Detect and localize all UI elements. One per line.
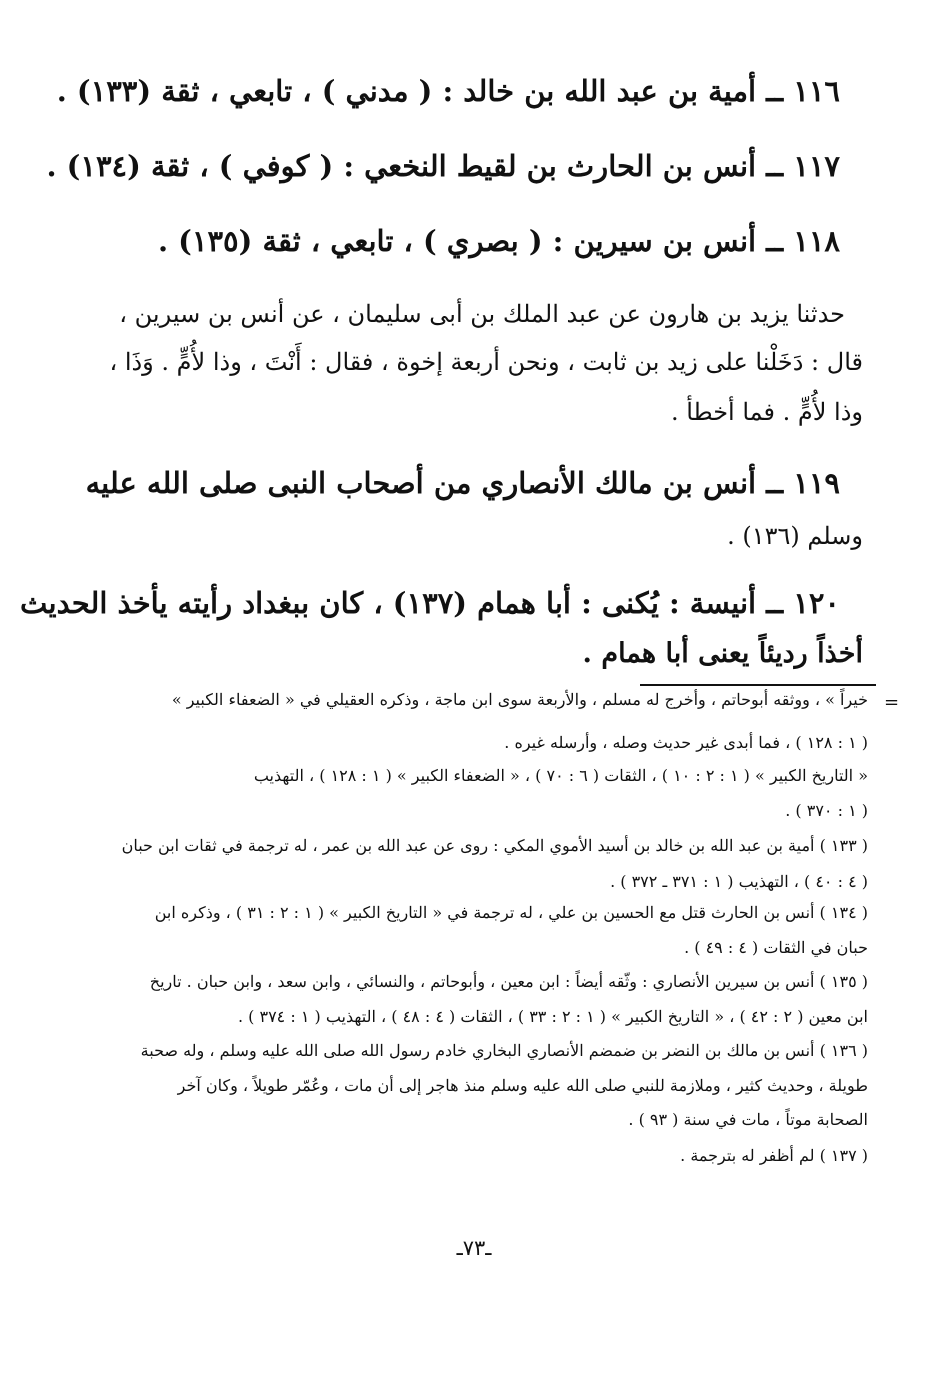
- entry-116: ١١٦ ــ أمية بن عبد الله بن خالد : ( مدني ) ، تابعي ، ثقة (١٣٣) .: [56, 74, 840, 108]
- footnote-line: ( ١٣٣ ) أمية بن عبد الله بن خالد بن أسيد الأموي المكي : روى عن عبد الله بن عمر ، له ترجمة في ثقات ابن حبان: [121, 836, 868, 855]
- footnote-line: طويلة ، وحديث كثير ، وملازمة للنبي صلى الله عليه وسلم منذ هاجر إلى أن مات ، وعُمّر طويلاً ، وكان آخر: [177, 1076, 868, 1095]
- narration-line-3: وذا لأُمٍّ . فما أخطأ .: [670, 398, 863, 426]
- footnote-line: ( ١ : ١٢٨ ) ، فما أبدى غير حديث وصله ، وأرسله غيره .: [504, 733, 868, 752]
- footnote-continuation-mark: =: [884, 692, 900, 713]
- entry-119-line-1: ١١٩ ــ أنس بن مالك الأنصاري من أصحاب النبى صلى الله عليه: [85, 466, 840, 500]
- footnote-line: ( ١٣٦ ) أنس بن مالك بن النضر بن ضمضم الأنصاري البخاري خادم رسول الله صلى الله عليه وسلم ، وله صحبة: [140, 1041, 868, 1060]
- entry-117: ١١٧ ــ أنس بن الحارث بن لقيط النخعي : ( كوفي ) ، ثقة (١٣٤) .: [46, 149, 840, 183]
- entry-118: ١١٨ ــ أنس بن سيرين : ( بصري ) ، تابعي ، ثقة (١٣٥) .: [157, 224, 840, 258]
- entry-120-line-1: ١٢٠ ــ أنيسة : يُكنى : أبا همام (١٣٧) ، كان ببغداد رأيته يأخذ الحديث: [20, 586, 840, 620]
- footnote-separator: [640, 684, 876, 686]
- page-number: ـ٧٣ـ: [456, 1236, 492, 1260]
- footnote-line: ( ١٣٤ ) أنس بن الحارث قتل مع الحسين بن علي ، له ترجمة في « التاريخ الكبير » ( ١ : ٢ : ٣١ ) ، وذكره ابن: [154, 903, 868, 922]
- footnote-line: الصحابة موتاً ، مات في سنة ( ٩٣ ) .: [628, 1110, 868, 1129]
- footnote-line: ( ١٣٥ ) أنس بن سيرين الأنصاري : وثّقه أيضاً : ابن معين ، وأبوحاتم ، والنسائي ، وابن سعد ، وابن حبان . تاريخ: [149, 972, 868, 991]
- footnote-line: خيراً » ، ووثقه أبوحاتم ، وأخرج له مسلم ، والأربعة سوى ابن ماجة ، وذكره العقيلي في « الضعفاء الكبير »: [171, 690, 868, 709]
- footnote-line: ( ١٣٧ ) لم أظفر له بترجمة .: [680, 1146, 868, 1165]
- footnote-line: ( ٤ : ٤٠ ) ، التهذيب ( ١ : ٣٧١ ـ ٣٧٢ ) .: [610, 872, 868, 891]
- narration-line-2: قال : دَخَلْنا على زيد بن ثابت ، ونحن أربعة إخوة ، فقال : أَنْتَ ، وذا لأُمٍّ . وَذَا ،: [109, 348, 863, 376]
- entry-119-line-2: وسلم (١٣٦) .: [727, 522, 863, 550]
- narration-line-1: حدثنا يزيد بن هارون عن عبد الملك بن أبى سليمان ، عن أنس بن سيرين ،: [119, 300, 845, 328]
- footnote-line: « التاريخ الكبير » ( ١ : ٢ : ١٠ ) ، الثقات ( ٦ : ٧٠ ) ، « الضعفاء الكبير » ( ١ : ١٢٨ ) ، التهذيب: [253, 766, 868, 785]
- entry-120-line-2: أخذاً رديئاً يعنى أبا همام .: [582, 638, 863, 669]
- footnote-line: ابن معين ( ٢ : ٤٢ ) ، « التاريخ الكبير » ( ١ : ٢ : ٣٣ ) ، الثقات ( ٤ : ٤٨ ) ، التهذيب ( ١ : ٣٧٤ ) .: [237, 1007, 868, 1026]
- footnote-line: ( ١ : ٣٧٠ ) .: [785, 801, 868, 820]
- footnote-line: حبان في الثقات ( ٤ : ٤٩ ) .: [684, 938, 868, 957]
